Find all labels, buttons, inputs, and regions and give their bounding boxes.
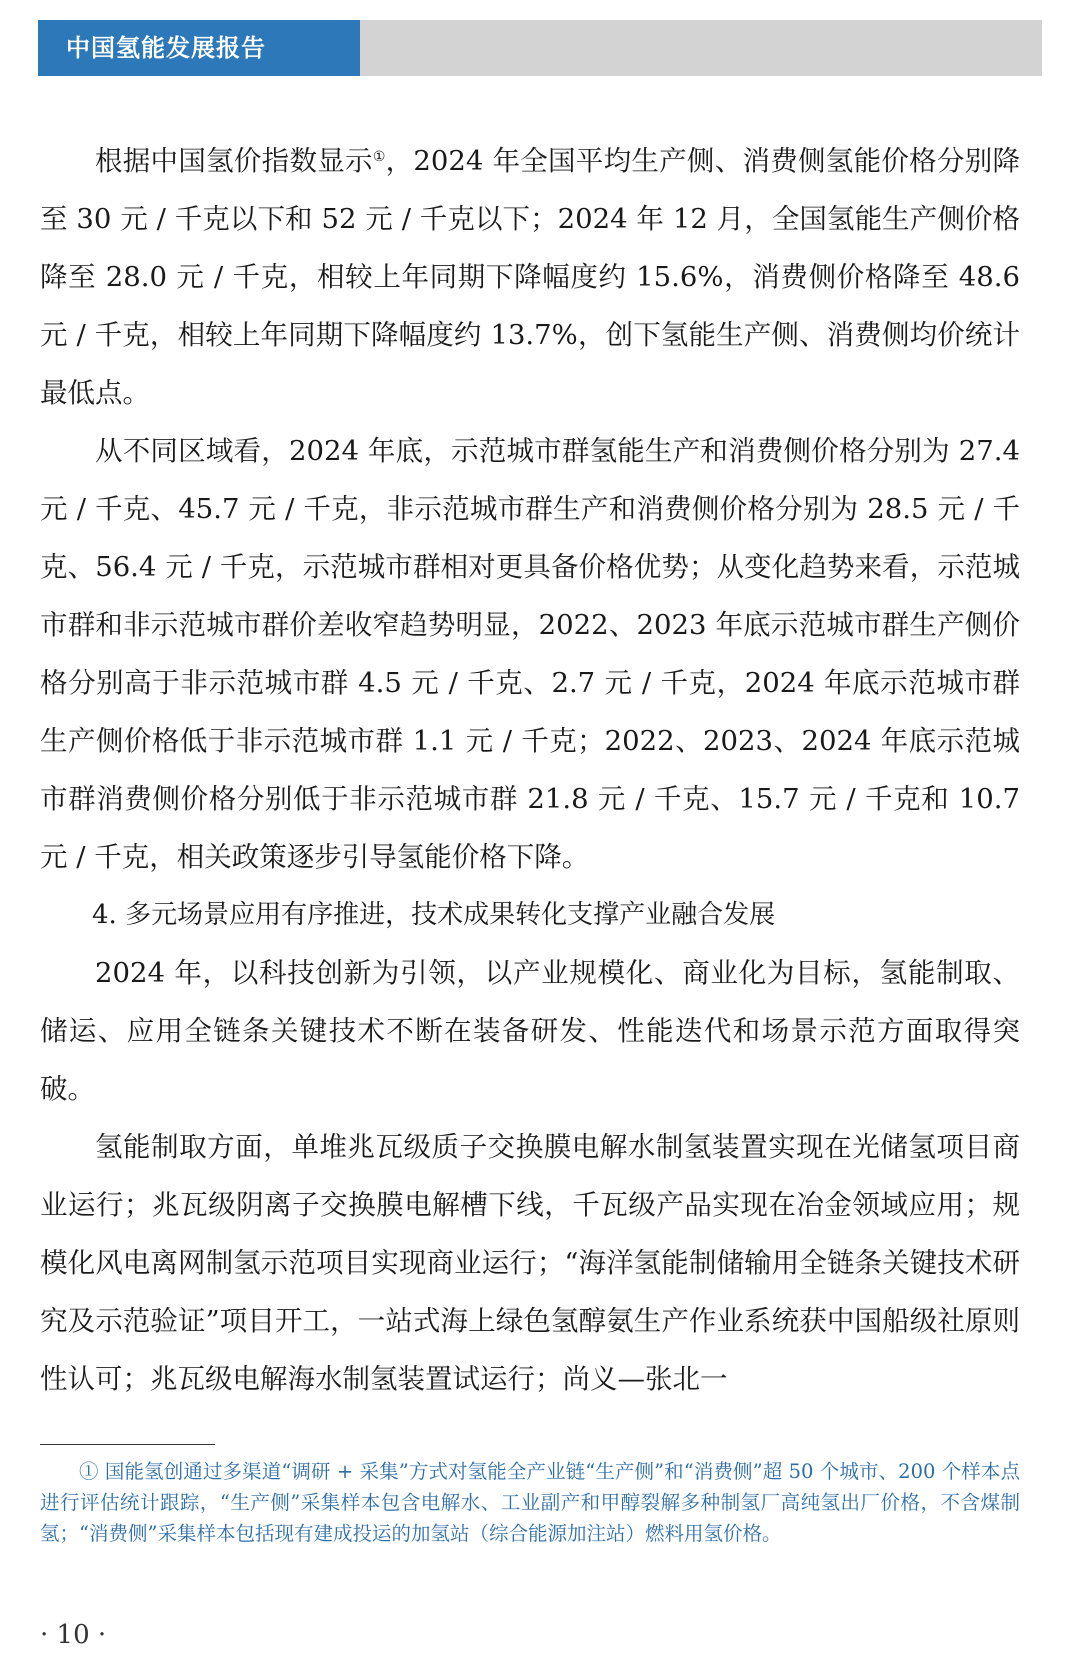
footnote-divider [40, 1444, 215, 1445]
paragraph-1-rest: ，2024 年全国平均生产侧、消费侧氢能价格分别降至 30 元 / 千克以下和 52 元 / 千克以下；2024 年 12 月，全国氢能生产侧价格降至 28.0 元 / 千克，相较上年同期下降幅度约 15.6%，消费侧价格降至 48.6 元 / 千克，相较上年同期下降幅度约 13.7%，创下氢能生产侧、消费侧均价统计最低点。 [40, 145, 1020, 409]
header-bar [38, 20, 1042, 76]
page-number: · 10 · [40, 1620, 107, 1650]
footnote-ref: ① [372, 149, 386, 165]
section-heading: 4. 多元场景应用有序推进，技术成果转化支撑产业融合发展 [92, 900, 776, 930]
paragraph-2: 从不同区域看，2024 年底，示范城市群氢能生产和消费侧价格分别为 27.4 元 / 千克、45.7 元 / 千克，非示范城市群生产和消费侧价格分别为 28.5 元 / 千克、56.4 元 / 千克，示范城市群相对更具备价格优势；从变化趋势来看，示范城市群和非示范城市群价差收窄趋势明显，2022、2023 年底示范城市群生产侧价格分别高于非示范城市群 4.5 元 / 千克、2.7 元 / 千克，2024 年底示范城市群生产侧价格低于非示范城市群 1.1 元 / 千克；2022、2023、2024 年底示范城市群消费侧价格分别低于非示范城市群 21.8 元 / 千克、15.7 元 / 千克和 10.7 元 / 千克，相关政策逐步引导氢能价格下降。 [40, 435, 1020, 873]
report-title: 中国氢能发展报告 [38, 20, 360, 76]
paragraph-4: 氢能制取方面，单堆兆瓦级质子交换膜电解水制氢装置实现在光储氢项目商业运行；兆瓦级阴离子交换膜电解槽下线，千瓦级产品实现在冶金领域应用；规模化风电离网制氢示范项目实现商业运行；“海洋氢能制储输用全链条关键技术研究及示范验证”项目开工，一站式海上绿色氢醇氨生产作业系统获中国船级社原则性认可；兆瓦级电解海水制氢装置试运行；尚义—张北一 [40, 1131, 1020, 1395]
footnote-text: ① 国能氢创通过多渠道“调研 + 采集”方式对氢能全产业链“生产侧”和“消费侧”超 50 个城市、200 个样本点进行评估统计跟踪，“生产侧”采集样本包含电解水、工业副产和甲醇裂解多种制氢厂高纯氢出厂价格，不含煤制氢；“消费侧”采集样本包括现有建成投运的加氢站（综合能源加注站）燃料用氢价格。 [40, 1460, 1020, 1545]
paragraph-1-lead: 根据中国氢价指数显示 [95, 145, 373, 177]
paragraph-3: 2024 年，以科技创新为引领，以产业规模化、商业化为目标，氢能制取、储运、应用全链条关键技术不断在装备研发、性能迭代和场景示范方面取得突破。 [40, 957, 1020, 1105]
paragraph-1 [40, 132, 1020, 422]
main-body [40, 132, 1020, 1408]
footnote [40, 1456, 1020, 1549]
